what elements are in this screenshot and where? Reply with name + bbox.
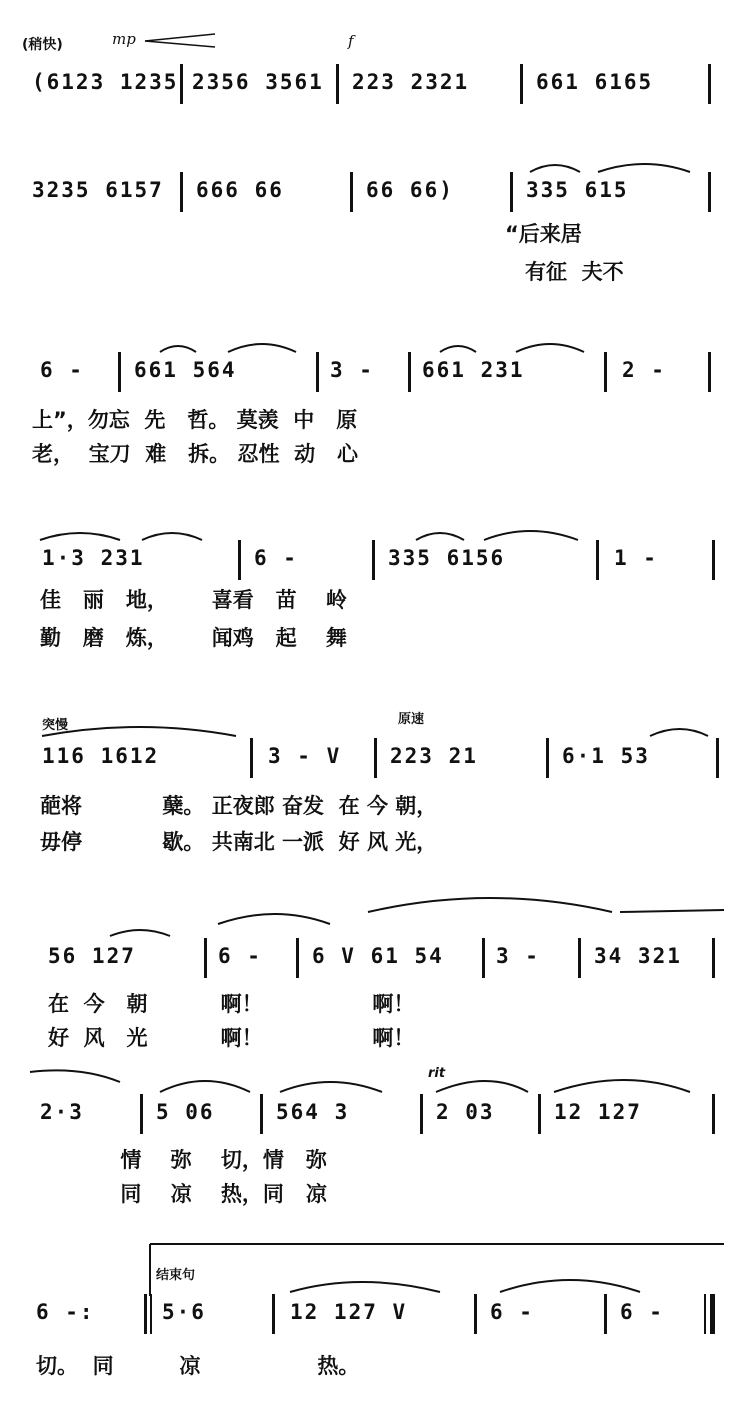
measure-3: 12 127 V xyxy=(290,1300,408,1324)
slur xyxy=(650,729,708,736)
lyrics-verse-2: 毋停 歇。 共南北 一派 好 风 光， xyxy=(40,830,438,854)
lyrics-verse-1: 情 弥 切，情 弥 xyxy=(40,1148,327,1172)
measure-4: 661 6165 xyxy=(536,70,654,94)
measure-5: 2 - xyxy=(622,358,666,382)
measure-3: 223 21 xyxy=(390,744,478,768)
measure-2: 661 564 xyxy=(134,358,237,382)
lyrics-verse-2: 有征 夫不 xyxy=(525,260,624,284)
slur xyxy=(368,898,612,912)
rit-marking: rit xyxy=(428,1066,446,1081)
measure-3: 6 V 61 54 xyxy=(312,944,444,968)
measure-4: 3 - xyxy=(496,944,540,968)
measure-5: 12 127 xyxy=(554,1100,642,1124)
measure-2: 666 66 xyxy=(196,178,284,202)
measure-4: 335 615 xyxy=(526,178,629,202)
slur xyxy=(440,346,476,352)
measure-4: 1 - xyxy=(614,546,658,570)
slur xyxy=(42,727,236,736)
slur xyxy=(598,164,690,172)
measure-1: 56 127 xyxy=(48,944,136,968)
sudden-slow-marking: 突慢 xyxy=(42,718,69,733)
measure-2: 6 - xyxy=(218,944,262,968)
lyrics-verse-1: 葩将 蘖。 正夜郎 奋发 在 今 朝， xyxy=(40,794,438,818)
slur xyxy=(484,531,578,540)
lyrics-verse-1: 佳 丽 地， 喜看 苗 岭 xyxy=(40,588,347,612)
slur xyxy=(160,346,196,352)
measure-2: 2356 3561 xyxy=(192,70,324,94)
ending-phrase-marking: 结束句 xyxy=(156,1268,196,1283)
slur xyxy=(110,930,170,936)
slur xyxy=(228,344,296,352)
slur xyxy=(530,165,580,172)
lyrics-verse-2: 同 凉 热，同 凉 xyxy=(40,1182,327,1206)
slur xyxy=(516,344,584,352)
measure-1: 2·3 xyxy=(40,1100,84,1124)
measure-3: 564 3 xyxy=(276,1100,350,1124)
slur xyxy=(290,1282,440,1292)
measure-1: 6 -: xyxy=(36,1300,95,1324)
measure-4: 661 231 xyxy=(422,358,525,382)
lyrics-verse-1: “后来居 xyxy=(505,222,582,246)
measure-1: 6 - xyxy=(40,358,84,382)
measure-1: (6123 1235 xyxy=(32,70,179,94)
measure-3: 3 - xyxy=(330,358,374,382)
tempo-marking: (稍快) xyxy=(22,37,63,53)
measure-3: 66 66) xyxy=(366,178,454,202)
slur xyxy=(142,533,202,540)
measure-2: 6 - xyxy=(254,546,298,570)
measure-5: 6 - xyxy=(620,1300,664,1324)
slur xyxy=(30,1070,120,1082)
measure-2: 5·6 xyxy=(162,1300,206,1324)
slur xyxy=(40,533,120,540)
measure-4: 2 03 xyxy=(436,1100,495,1124)
lyrics-verse-1: 切。 同 凉 热。 xyxy=(36,1354,360,1378)
measure-1: 3235 6157 xyxy=(32,178,164,202)
slur xyxy=(500,1280,640,1292)
measure-2: 3 - V xyxy=(268,744,342,768)
measure-4: 6 - xyxy=(490,1300,534,1324)
lyrics-verse-2: 老， 宝刀 难 拆。 忍性 动 心 xyxy=(32,442,359,466)
measure-2: 5 06 xyxy=(156,1100,215,1124)
slur xyxy=(218,914,330,924)
lyrics-verse-2: 好 风 光 啊！ 啊！ xyxy=(48,1026,415,1050)
slur xyxy=(280,1082,382,1092)
measure-1: 116 1612 xyxy=(42,744,160,768)
slur xyxy=(160,1081,250,1092)
lyrics-verse-1: 上”，勿忘 先 哲。 莫羡 中 原 xyxy=(32,408,358,432)
slur xyxy=(436,1081,528,1092)
dynamic-mp: mp xyxy=(112,30,136,48)
slur xyxy=(620,910,724,912)
lyrics-verse-1: 在 今 朝 啊！ 啊！ xyxy=(48,992,415,1016)
slur xyxy=(554,1080,690,1092)
measure-3: 223 2321 xyxy=(352,70,470,94)
original-tempo-marking: 原速 xyxy=(398,712,425,727)
lyrics-verse-2: 勤 磨 炼， 闻鸡 起 舞 xyxy=(40,626,347,650)
measure-4: 6·1 53 xyxy=(562,744,650,768)
measure-3: 335 6156 xyxy=(388,546,506,570)
measure-1: 1·3 231 xyxy=(42,546,145,570)
measure-5: 34 321 xyxy=(594,944,682,968)
dynamic-f: f xyxy=(348,32,354,50)
slur xyxy=(416,533,464,540)
